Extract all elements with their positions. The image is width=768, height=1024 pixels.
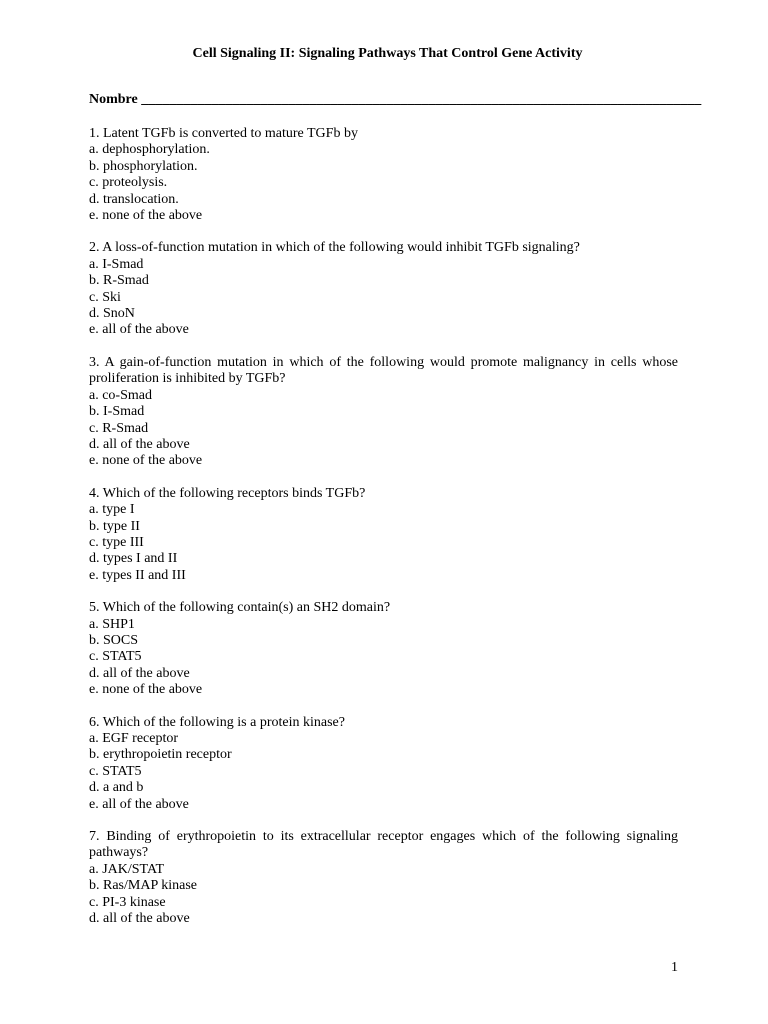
name-label: Nombre <box>89 92 138 107</box>
page-title: Cell Signaling II: Signaling Pathways That Control Gene Activity <box>192 46 583 61</box>
answer-option: c. R-Smad <box>89 420 149 436</box>
answer-option: e. types II and III <box>89 567 186 583</box>
answer-option: e. none of the above <box>89 208 203 224</box>
answer-option: d. translocation. <box>89 191 179 207</box>
answer-option: c. STAT5 <box>89 649 142 665</box>
question-text: 4. Which of the following receptors binds TGFb? <box>89 485 366 501</box>
answer-option: b. phosphorylation. <box>89 158 198 174</box>
answer-option: b. type II <box>89 518 140 534</box>
answer-option: d. a and b <box>89 780 144 796</box>
page-number: 1 <box>671 960 678 975</box>
answer-option: c. type III <box>89 534 144 550</box>
name-blank-line: ________________________________________________________________________________ <box>141 92 702 107</box>
question-1 <box>89 126 678 224</box>
question-text: 3. A gain-of-function mutation in which of the following would promote malignancy in cells whose proliferation is inhibited by TGFb? <box>89 354 678 387</box>
answer-option: a. JAK/STAT <box>89 861 165 877</box>
answer-option: e. all of the above <box>89 796 189 812</box>
answer-option: b. Ras/MAP kinase <box>89 878 197 894</box>
question-text: 5. Which of the following contain(s) an SH2 domain? <box>89 600 391 616</box>
answer-option: a. co-Smad <box>89 387 152 403</box>
document-page <box>89 44 702 943</box>
answer-option: e. none of the above <box>89 453 203 469</box>
answer-option: d. all of the above <box>89 436 190 452</box>
answer-option: a. I-Smad <box>89 256 144 272</box>
answer-option: a. type I <box>89 502 135 518</box>
question-text: 6. Which of the following is a protein kinase? <box>89 714 345 730</box>
question-3 <box>89 355 678 470</box>
question-6 <box>89 715 678 813</box>
question-2 <box>89 240 678 338</box>
answer-option: a. dephosphorylation. <box>89 142 210 158</box>
answer-option: e. all of the above <box>89 322 189 338</box>
answer-option: d. all of the above <box>89 911 190 927</box>
name-field <box>89 90 702 110</box>
question-text: 1. Latent TGFb is converted to mature TGFb by <box>89 126 358 141</box>
answer-option: e. none of the above <box>89 682 203 698</box>
answer-option: c. proteolysis. <box>89 175 168 191</box>
answer-option: d. SnoN <box>89 306 135 322</box>
answer-option: d. all of the above <box>89 665 190 681</box>
answer-option: b. SOCS <box>89 632 139 648</box>
answer-option: a. SHP1 <box>89 616 135 632</box>
question-7 <box>89 829 678 927</box>
answer-option: a. EGF receptor <box>89 731 179 746</box>
answer-option: c. STAT5 <box>89 763 142 779</box>
answer-option: c. PI-3 kinase <box>89 894 166 910</box>
answer-option: b. I-Smad <box>89 404 145 420</box>
question-list <box>89 126 678 927</box>
question-4 <box>89 486 678 584</box>
answer-option: c. Ski <box>89 289 121 305</box>
answer-option: d. types I and II <box>89 551 178 567</box>
answer-option: b. erythropoietin receptor <box>89 747 232 763</box>
answer-option: b. R-Smad <box>89 273 149 289</box>
question-text: 2. A loss-of-function mutation in which of the following would inhibit TGFb signaling? <box>89 240 580 256</box>
question-5 <box>89 600 678 698</box>
question-text: 7. Binding of erythropoietin to its extracellular receptor engages which of the following signaling pathways? <box>89 829 678 861</box>
